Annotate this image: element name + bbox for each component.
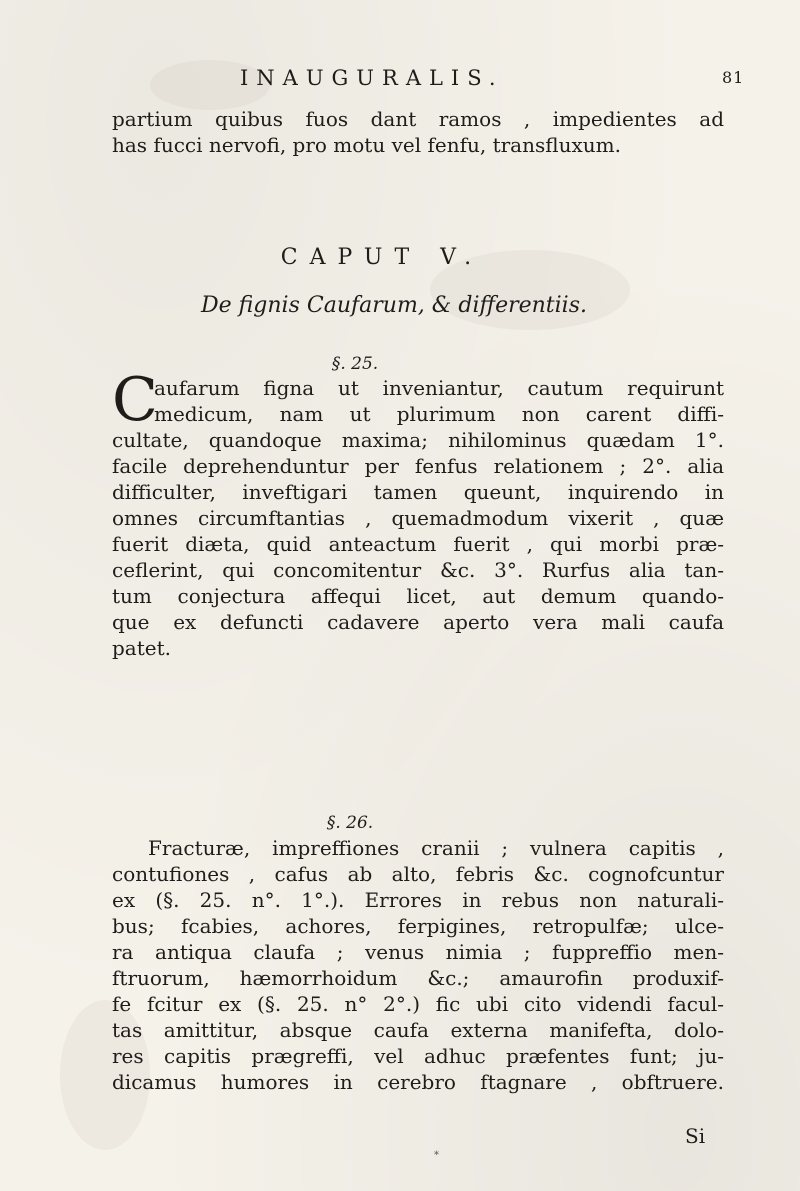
drop-cap-letter: C [112,365,158,435]
text-line: ra antiqua claufa ; venus nimia ; fuppreffio men- [112,940,724,964]
running-head [0,66,800,96]
text-line: fe fcitur ex (§. 25. n° 2°.) fic ubi cito videndi facul- [112,992,724,1016]
text-line: bus; fcabies, achores, ferpigines, retropulfæ; ulce- [112,914,724,938]
text-line: contufiones , cafus ab alto, febris &c. cognofcuntur [112,862,724,886]
text-line: omnes circumftantias , quemadmodum vixerit , quæ [112,506,724,530]
chapter-title-text: CAPUT V. [280,245,484,270]
text-line: ftruorum, hæmorrhoidum &c.; amaurofin produxif- [112,966,724,990]
chapter-subtitle [0,293,800,318]
chapter-subtitle-text: De fignis Caufarum, & differentiis. [200,293,587,318]
section-mark-text: §. 25. [331,354,379,374]
paragraph-section-26 [112,835,724,1095]
section-mark-26 [0,813,800,833]
text-line: tum conjectura affequi licet, aut demum quando- [112,584,724,608]
signature-mark: * [434,1150,439,1161]
text-line: fuerit diæta, quid anteactum fuerit , qui morbi præ- [112,532,724,556]
text-line: partium quibus fuos dant ramos , impedientes ad [112,107,724,131]
text-line: que ex defuncti cadavere aperto vera mali caufa [112,610,724,634]
catchword: Si [685,1124,706,1148]
text-line: cultate, quandoque maxima; nihilominus quædam 1°. [112,428,724,452]
text-line: medicum, nam ut plurimum non carent diffi- [154,402,724,426]
chapter-title [0,245,800,270]
text-line: has fucci nervofi, pro motu vel fenfu, transfluxum. [112,133,621,157]
text-line: ceflerint, qui concomitentur &c. 3°. Rurfus alia tan- [112,558,724,582]
intro-paragraph [112,106,724,158]
running-title: INAUGURALIS. [240,66,504,90]
text-line: ex (§. 25. n°. 1°.). Errores in rebus non naturali- [112,888,724,912]
text-line: res capitis prægreffi, vel adhuc præfentes funt; ju- [112,1044,724,1068]
page-number: 81 [722,68,745,87]
paragraph-section-25 [112,375,724,661]
text-line: aufarum figna ut inveniantur, cautum requirunt [154,376,724,400]
text-line: Fracturæ, impreffiones cranii ; vulnera capitis , [148,836,724,860]
section-mark-text: §. 26. [326,813,374,833]
text-line: facile deprehenduntur per fenfus relationem ; 2°. alia [112,454,724,478]
text-line: tas amittitur, absque caufa externa manifefta, dolo- [112,1018,724,1042]
text-line: patet. [112,636,171,660]
text-line: difficulter, inveftigari tamen queunt, inquirendo in [112,480,724,504]
text-line: dicamus humores in cerebro ftagnare , obftruere. [112,1070,724,1094]
